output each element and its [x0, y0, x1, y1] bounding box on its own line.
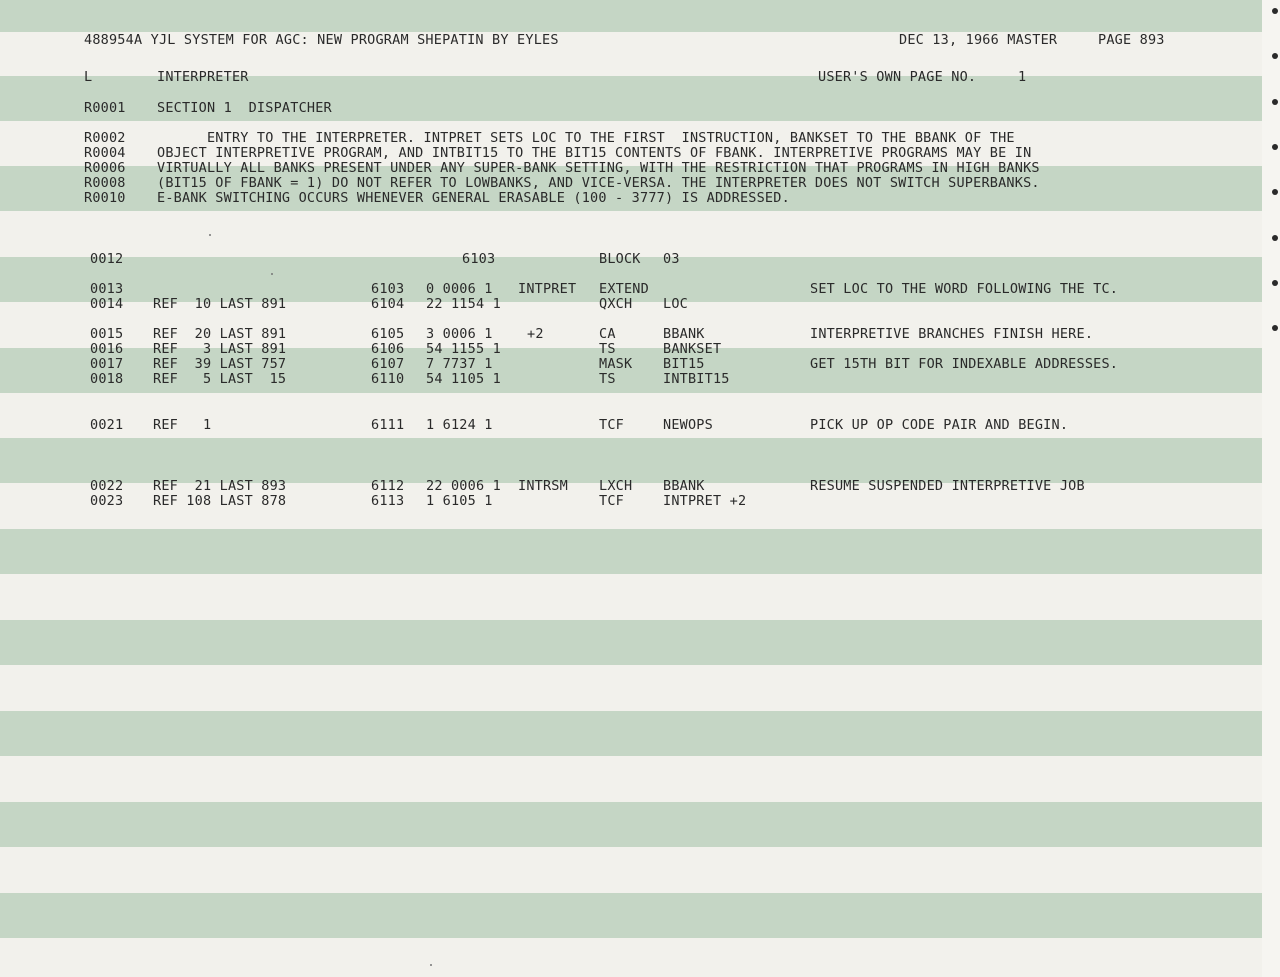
remark-text: VIRTUALLY ALL BANKS PRESENT UNDER ANY SUPER-BANK SETTING, WITH THE RESTRICTION THAT PROGRAMS IN HIGH BANKS — [157, 160, 1040, 176]
remark-line-no: R0002 — [84, 130, 126, 146]
reference: REF 1 — [153, 417, 212, 433]
green-band — [0, 893, 1262, 938]
opcode: TS — [599, 371, 616, 387]
user-page-number: 1 — [1018, 69, 1027, 85]
address: 6107 — [371, 356, 405, 372]
line-number: 0023 — [90, 493, 124, 509]
remark-line-no: R0006 — [84, 160, 126, 176]
reference: REF 21 LAST 893 — [153, 478, 287, 494]
feed-hole-icon — [1272, 144, 1278, 150]
operand: BBANK — [663, 478, 705, 494]
opcode: TCF — [599, 493, 624, 509]
operand: BANKSET — [663, 341, 722, 357]
opcode: EXTEND — [599, 281, 649, 297]
opcode: LXCH — [599, 478, 633, 494]
line-number: 0014 — [90, 296, 124, 312]
green-band — [0, 438, 1262, 483]
opcode: TCF — [599, 417, 624, 433]
address: 6106 — [371, 341, 405, 357]
operand: BIT15 — [663, 356, 705, 372]
section-line-no: R0001 — [84, 100, 126, 116]
opcode: QXCH — [599, 296, 633, 312]
word-value: 22 0006 1 — [426, 478, 501, 494]
address: 6103 — [371, 281, 405, 297]
reference: REF 108 LAST 878 — [153, 493, 287, 509]
word-value: 22 1154 1 — [426, 296, 501, 312]
operand: 03 — [663, 251, 680, 267]
remark-text: (BIT15 OF FBANK = 1) DO NOT REFER TO LOWBANKS, AND VICE-VERSA. THE INTERPRETER DOES NOT SWITCH SUPERBANKS. — [157, 175, 1040, 191]
address: 6113 — [371, 493, 405, 509]
comment: PICK UP OP CODE PAIR AND BEGIN. — [810, 417, 1069, 433]
green-band — [0, 529, 1262, 574]
section-title: SECTION 1 DISPATCHER — [157, 100, 332, 116]
header-title: 488954A YJL SYSTEM FOR AGC: NEW PROGRAM SHEPATIN BY EYLES — [84, 32, 559, 48]
operand: INTPRET +2 — [663, 493, 747, 509]
opcode: CA — [599, 326, 616, 342]
label: INTRSM — [518, 478, 568, 494]
reference: REF 20 LAST 891 — [153, 326, 287, 342]
paper-speck — [430, 964, 432, 966]
remark-text: ENTRY TO THE INTERPRETER. INTPRET SETS LOC TO THE FIRST INSTRUCTION, BANKSET TO THE BBANK OF THE — [157, 130, 1015, 146]
operand: BBANK — [663, 326, 705, 342]
user-page-label: USER'S OWN PAGE NO. — [818, 69, 977, 85]
line-number: 0016 — [90, 341, 124, 357]
comment: SET LOC TO THE WORD FOLLOWING THE TC. — [810, 281, 1119, 297]
tractor-feed-strip — [1262, 0, 1280, 977]
word-value: 3 0006 1 — [426, 326, 493, 342]
word-value: 54 1105 1 — [426, 371, 501, 387]
header-page: PAGE 893 — [1098, 32, 1165, 48]
remark-text: E-BANK SWITCHING OCCURS WHENEVER GENERAL ERASABLE (100 - 3777) IS ADDRESSED. — [157, 190, 790, 206]
feed-hole-icon — [1272, 8, 1278, 14]
address: 6111 — [371, 417, 405, 433]
word-value: 1 6124 1 — [426, 417, 493, 433]
line-number: 0022 — [90, 478, 124, 494]
address: 6103 — [462, 251, 496, 267]
reference: REF 5 LAST 15 — [153, 371, 287, 387]
header-date: DEC 13, 1966 MASTER — [899, 32, 1058, 48]
remark-line-no: R0004 — [84, 145, 126, 161]
address: 6112 — [371, 478, 405, 494]
feed-hole-icon — [1272, 53, 1278, 59]
address: 6110 — [371, 371, 405, 387]
feed-hole-icon — [1272, 280, 1278, 286]
opcode: BLOCK — [599, 251, 641, 267]
word-value: 7 7737 1 — [426, 356, 493, 372]
comment: INTERPRETIVE BRANCHES FINISH HERE. — [810, 326, 1094, 342]
label: +2 — [527, 326, 544, 342]
subheader-title: INTERPRETER — [157, 69, 249, 85]
line-number: 0021 — [90, 417, 124, 433]
remark-line-no: R0008 — [84, 175, 126, 191]
paper-speck — [209, 234, 211, 236]
subheader-tag: L — [84, 69, 93, 85]
operand: NEWOPS — [663, 417, 713, 433]
feed-hole-icon — [1272, 325, 1278, 331]
line-number: 0017 — [90, 356, 124, 372]
green-band — [0, 620, 1262, 665]
feed-hole-icon — [1272, 235, 1278, 241]
comment: RESUME SUSPENDED INTERPRETIVE JOB — [810, 478, 1085, 494]
address: 6105 — [371, 326, 405, 342]
operand: LOC — [663, 296, 688, 312]
reference: REF 10 LAST 891 — [153, 296, 287, 312]
remark-text: OBJECT INTERPRETIVE PROGRAM, AND INTBIT15 TO THE BIT15 CONTENTS OF FBANK. INTERPRETIVE PROGRAMS MAY BE IN — [157, 145, 1032, 161]
word-value: 1 6105 1 — [426, 493, 493, 509]
operand: INTBIT15 — [663, 371, 730, 387]
label: INTPRET — [518, 281, 577, 297]
opcode: TS — [599, 341, 616, 357]
line-number: 0012 — [90, 251, 124, 267]
line-number: 0015 — [90, 326, 124, 342]
remark-line-no: R0010 — [84, 190, 126, 206]
reference: REF 3 LAST 891 — [153, 341, 287, 357]
green-band — [0, 0, 1262, 32]
feed-hole-icon — [1272, 189, 1278, 195]
green-band — [0, 711, 1262, 756]
opcode: MASK — [599, 356, 633, 372]
green-band — [0, 802, 1262, 847]
word-value: 0 0006 1 — [426, 281, 493, 297]
line-number: 0018 — [90, 371, 124, 387]
reference: REF 39 LAST 757 — [153, 356, 287, 372]
feed-hole-icon — [1272, 99, 1278, 105]
paper-speck — [271, 273, 273, 275]
comment: GET 15TH BIT FOR INDEXABLE ADDRESSES. — [810, 356, 1119, 372]
address: 6104 — [371, 296, 405, 312]
word-value: 54 1155 1 — [426, 341, 501, 357]
line-number: 0013 — [90, 281, 124, 297]
